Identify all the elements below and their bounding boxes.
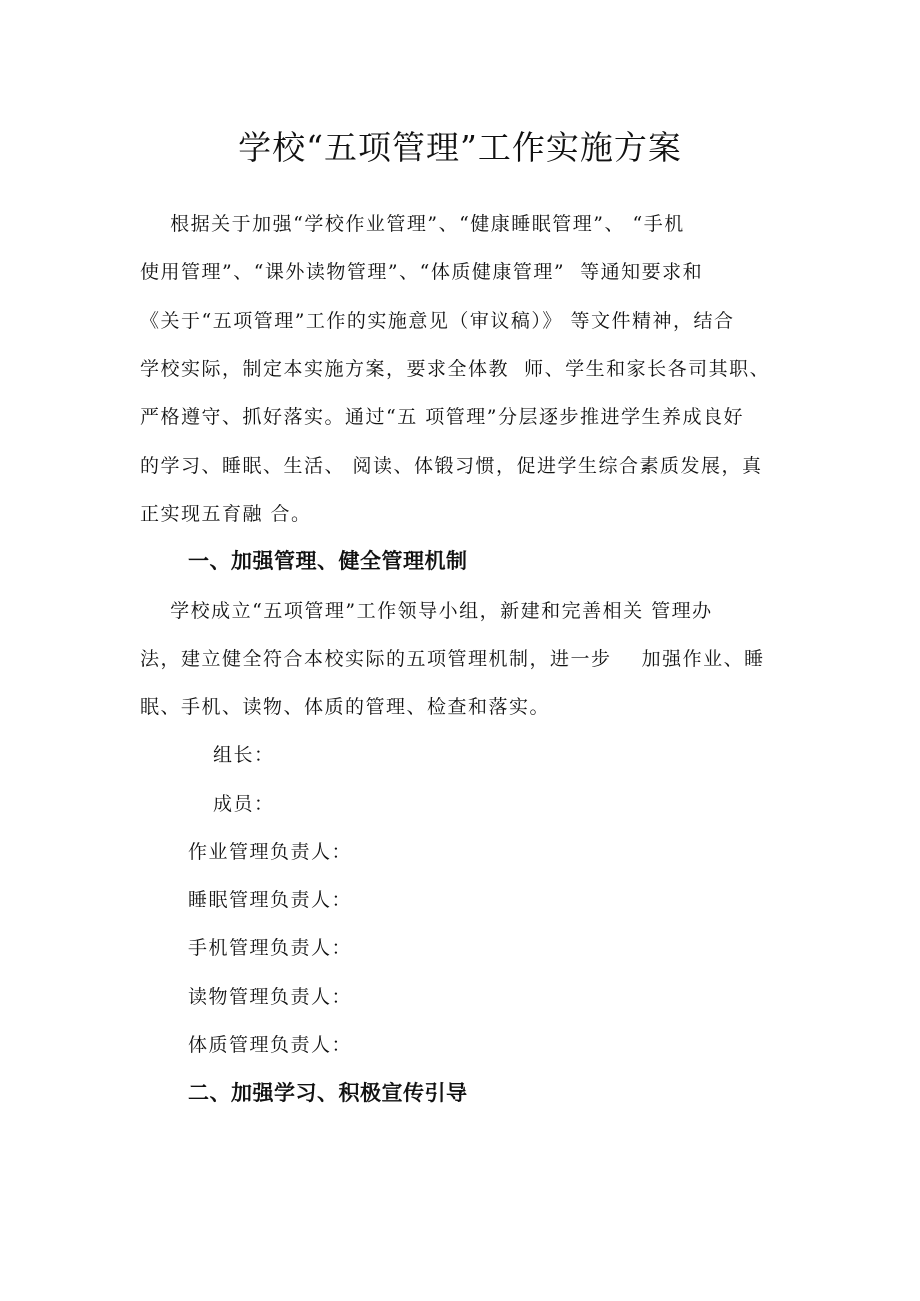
- intro-line: 严格遵守、抓好落实。通过“五 项管理”分层逐步推进学生养成良好: [140, 406, 744, 428]
- responsible-sleep: 睡眠管理负责人：: [188, 889, 353, 911]
- section1-line: 法，建立健全符合本校实际的五项管理机制，进一步 加强作业、睡: [140, 648, 765, 670]
- intro-line: 使用管理”、“课外读物管理”、“体质健康管理” 等通知要求和: [140, 261, 704, 283]
- intro-line: 的学习、睡眠、生活、 阅读、体锻习惯，促进学生综合素质发展，真: [140, 455, 763, 477]
- intro-line: 《关于“五项管理”工作的实施意见（审议稿）》 等文件精神，结合: [140, 310, 735, 332]
- section1-line: 眠、手机、读物、体质的管理、检查和落实。: [140, 696, 551, 718]
- responsible-fitness: 体质管理负责人：: [188, 1034, 353, 1056]
- responsible-phone: 手机管理负责人：: [188, 937, 353, 959]
- intro-line: 正实现五育融 合。: [140, 503, 312, 525]
- document-title: 学校“五项管理”工作实施方案: [238, 128, 682, 167]
- responsible-homework: 作业管理负责人：: [188, 841, 353, 863]
- section-heading-2: 二、加强学习、积极宣传引导: [188, 1081, 468, 1105]
- intro-line: 根据关于加强“学校作业管理”、“健康睡眠管理”、 “手机: [140, 213, 685, 235]
- section1-line: 学校成立“五项管理”工作领导小组，新建和完善相关 管理办: [140, 600, 713, 622]
- leader-label: 组长：: [213, 744, 275, 766]
- responsible-reading: 读物管理负责人：: [188, 986, 353, 1008]
- members-label: 成员：: [213, 793, 275, 815]
- section-heading-1: 一、加强管理、健全管理机制: [188, 549, 468, 573]
- intro-line: 学校实际，制定本实施方案，要求全体教 师、学生和家长各司其职、: [140, 358, 771, 380]
